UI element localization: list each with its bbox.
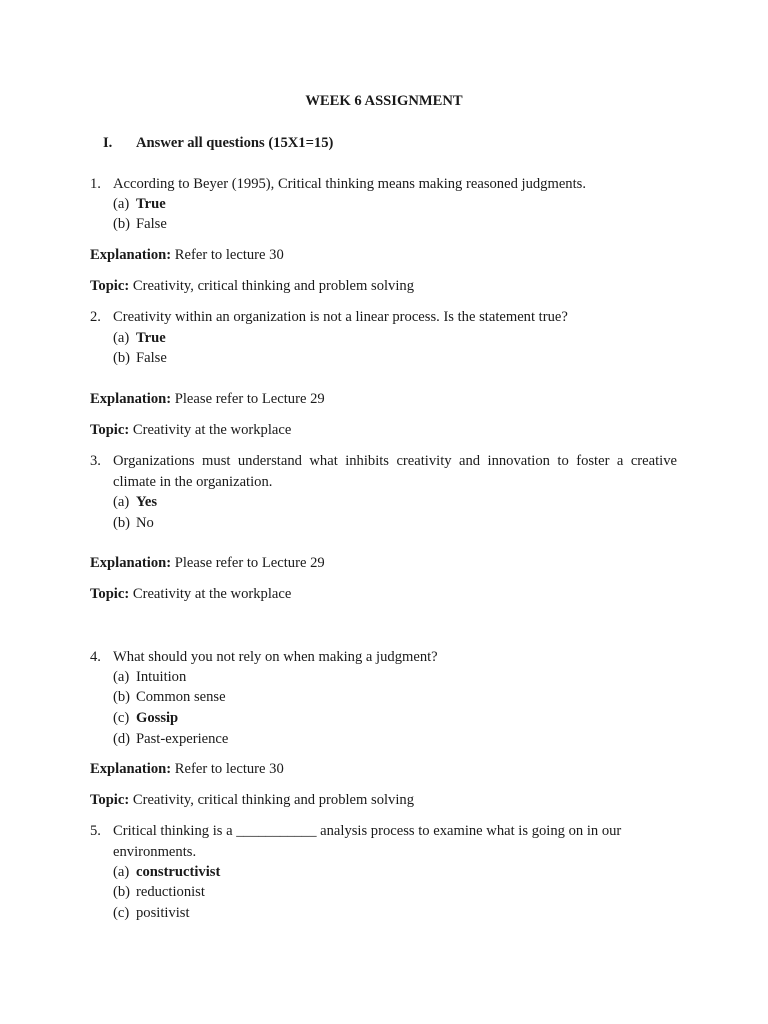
topic-text: Creativity, critical thinking and problem solving: [132, 792, 415, 808]
explanation-line: [90, 392, 325, 407]
explanation-text: Please refer to Lecture 29: [174, 555, 325, 571]
option-text: positivist: [136, 905, 190, 921]
option-letter: (b): [113, 884, 131, 900]
question-text: What should you not rely on when making a judgment?: [113, 649, 438, 665]
explanation-line: [90, 248, 284, 263]
option-letter: (b): [113, 689, 131, 705]
option-text: False: [136, 350, 167, 366]
option-letter: (b): [113, 216, 131, 232]
option-text-correct: True: [136, 196, 166, 212]
option-letter: (a): [113, 196, 130, 212]
section-instructions: Answer all questions (15X1=15): [136, 135, 334, 151]
question-text-line-2: climate in the organization.: [113, 474, 273, 490]
topic-text: Creativity at the workplace: [132, 422, 292, 438]
topic-label: Topic:: [90, 278, 130, 294]
option-letter: (a): [113, 669, 130, 685]
option-letter: (c): [113, 905, 130, 921]
question-number: 5.: [90, 823, 101, 839]
option-text: False: [136, 216, 167, 232]
question-number: 2.: [90, 309, 101, 325]
explanation-label: Explanation:: [90, 391, 172, 407]
question-number: 3.: [90, 453, 101, 469]
topic-line: [90, 279, 414, 294]
option-text-correct: True: [136, 330, 166, 346]
option-letter: (a): [113, 864, 130, 880]
option-text: Common sense: [136, 689, 226, 705]
explanation-label: Explanation:: [90, 555, 172, 571]
question-number: 4.: [90, 649, 101, 665]
option-text: Intuition: [136, 669, 187, 685]
page-title: WEEK 6 ASSIGNMENT: [305, 93, 463, 109]
option-text-correct: constructivist: [136, 864, 221, 880]
explanation-line: [90, 762, 284, 777]
topic-line: [90, 423, 291, 438]
option-letter: (b): [113, 515, 131, 531]
explanation-line: [90, 556, 325, 571]
question-text: Creativity within an organization is not a linear process. Is the statement true?: [113, 309, 568, 325]
explanation-text: Refer to lecture 30: [174, 247, 284, 263]
option-letter: (b): [113, 350, 131, 366]
option-text-correct: Yes: [136, 494, 158, 510]
question-number: 1.: [90, 176, 101, 192]
option-text: reductionist: [136, 884, 205, 900]
question-text-line-1: Critical thinking is a ___________ analysis process to examine what is going on in our: [113, 823, 622, 839]
topic-line: [90, 793, 414, 808]
topic-label: Topic:: [90, 586, 130, 602]
question-text: According to Beyer (1995), Critical thinking means making reasoned judgments.: [113, 176, 586, 192]
option-letter: (d): [113, 731, 131, 747]
topic-line: [90, 587, 291, 602]
question-text-line-1: Organizations must understand what inhibits creativity and innovation to foster a creative: [113, 453, 677, 469]
option-text-correct: Gossip: [136, 710, 179, 726]
topic-text: Creativity, critical thinking and problem solving: [132, 278, 415, 294]
option-letter: (a): [113, 494, 130, 510]
option-letter: (a): [113, 330, 130, 346]
option-text: Past-experience: [136, 731, 229, 747]
topic-label: Topic:: [90, 422, 130, 438]
topic-label: Topic:: [90, 792, 130, 808]
explanation-label: Explanation:: [90, 247, 172, 263]
topic-text: Creativity at the workplace: [132, 586, 292, 602]
question-text-line-2: environments.: [113, 844, 197, 860]
option-letter: (c): [113, 710, 130, 726]
option-text: No: [136, 515, 154, 531]
explanation-label: Explanation:: [90, 761, 172, 777]
explanation-text: Please refer to Lecture 29: [174, 391, 325, 407]
section-number: I.: [103, 135, 113, 151]
explanation-text: Refer to lecture 30: [174, 761, 284, 777]
